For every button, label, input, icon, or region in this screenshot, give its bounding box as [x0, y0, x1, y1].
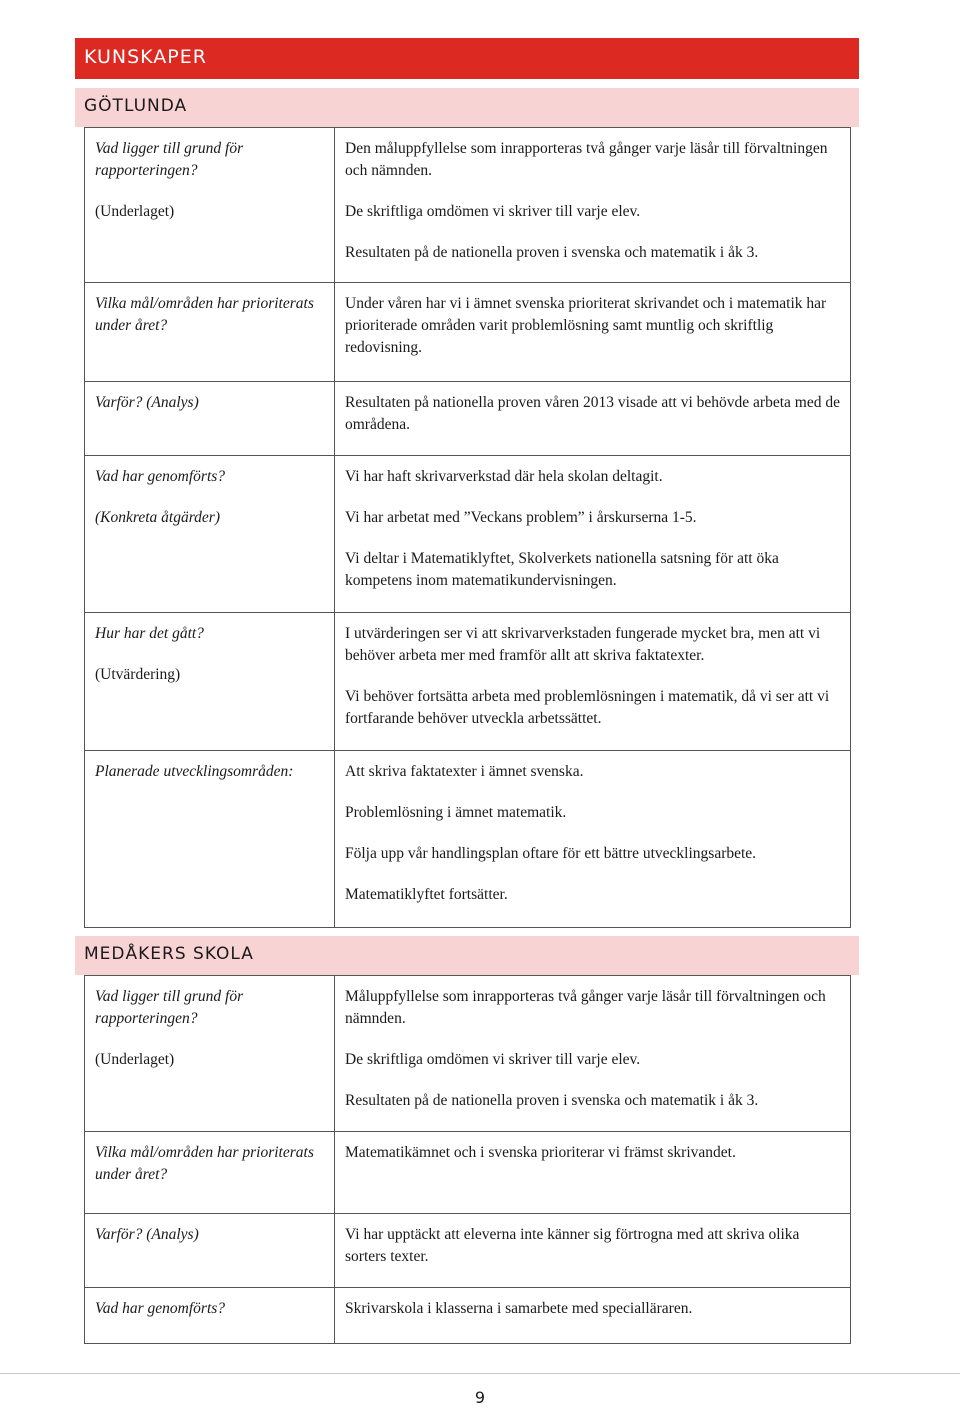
- question-text: Vad ligger till grund för rapporteringen?: [95, 140, 244, 179]
- question-text: Vilka mål/områden har prioriterats under året?: [95, 1144, 314, 1183]
- answer-cell: [335, 1132, 851, 1214]
- question-text: Varför? (Analys): [95, 394, 199, 411]
- question-text: Varför? (Analys): [95, 1226, 199, 1243]
- footer-divider: [0, 1373, 960, 1374]
- question-text: Vad har genomförts?: [95, 468, 226, 485]
- table-row: [85, 1214, 851, 1288]
- question-cell: [85, 613, 335, 751]
- table-row: [85, 128, 851, 283]
- question-subtext: (Konkreta åtgärder): [95, 509, 220, 526]
- answer-text: Vi deltar i Matematiklyftet, Skolverkets nationella satsning för att öka kompetens inom matematikundervisningen.: [345, 550, 779, 589]
- table-row: [85, 751, 851, 928]
- answer-cell: [335, 976, 851, 1132]
- answer-cell: [335, 613, 851, 751]
- answer-text: Problemlösning i ämnet matematik.: [345, 804, 567, 821]
- question-text: Hur har det gått?: [95, 625, 204, 642]
- table-row: [85, 456, 851, 613]
- answer-text: Vi har arbetat med ”Veckans problem” i årskurserna 1-5.: [345, 509, 697, 526]
- table-row: [85, 976, 851, 1132]
- answer-text: Matematiklyftet fortsätter.: [345, 886, 508, 903]
- question-subtext: (Underlaget): [95, 1051, 175, 1068]
- question-cell: [85, 751, 335, 928]
- table-row: [85, 1132, 851, 1214]
- section-title-kunskaper: KUNSKAPER: [75, 38, 859, 79]
- answer-text: Att skriva faktatexter i ämnet svenska.: [345, 763, 584, 780]
- page-number: 9: [474, 1388, 486, 1407]
- question-cell: [85, 1214, 335, 1288]
- answer-cell: [335, 128, 851, 283]
- question-text: Planerade utvecklingsområden:: [95, 763, 294, 780]
- table-row: [85, 283, 851, 382]
- answer-text: I utvärderingen ser vi att skrivarverkstaden fungerade mycket bra, men att vi behöver arbeta mer med framför allt att skriva faktatexter.: [345, 625, 821, 664]
- question-cell: [85, 382, 335, 456]
- answer-text: Den måluppfyllelse som inrapporteras två gånger varje läsår till förvaltningen och nämnden.: [345, 140, 828, 179]
- question-cell: [85, 1288, 335, 1344]
- answer-text: Vi har haft skrivarverkstad där hela skolan deltagit.: [345, 468, 663, 485]
- gotlunda-table: [84, 127, 851, 928]
- question-text: Vad har genomförts?: [95, 1300, 226, 1317]
- answer-text: Följa upp vår handlingsplan oftare för ett bättre utvecklingsarbete.: [345, 845, 757, 862]
- answer-text: Måluppfyllelse som inrapporteras två gånger varje läsår till förvaltningen och nämnden.: [345, 988, 826, 1027]
- table-row: [85, 382, 851, 456]
- question-subtext: (Utvärdering): [95, 666, 181, 683]
- school-heading-gotlunda: GÖTLUNDA: [75, 88, 859, 127]
- answer-text: Vi har upptäckt att eleverna inte känner sig förtrogna med att skriva olika sorters texter.: [345, 1226, 800, 1265]
- answer-cell: [335, 1288, 851, 1344]
- question-text: Vad ligger till grund för rapporteringen?: [95, 988, 244, 1027]
- answer-cell: [335, 751, 851, 928]
- answer-text: De skriftliga omdömen vi skriver till varje elev.: [345, 1051, 641, 1068]
- question-cell: [85, 283, 335, 382]
- question-subtext: (Underlaget): [95, 203, 175, 220]
- question-cell: [85, 976, 335, 1132]
- answer-text: Vi behöver fortsätta arbeta med problemlösningen i matematik, då vi ser att vi fortfarande behöver utveckla arbetssättet.: [345, 688, 830, 727]
- answer-text: Resultaten på de nationella proven i svenska och matematik i åk 3.: [345, 1092, 759, 1109]
- answer-text: Skrivarskola i klasserna i samarbete med specialläraren.: [345, 1300, 693, 1317]
- question-text: Vilka mål/områden har prioriterats under året?: [95, 295, 314, 334]
- question-cell: [85, 1132, 335, 1214]
- question-cell: [85, 128, 335, 283]
- answer-cell: [335, 382, 851, 456]
- answer-text: Under våren har vi i ämnet svenska prioriterat skrivandet och i matematik har prioriterade områden varit problemlösning samt muntlig och skriftlig redovisning.: [345, 295, 827, 356]
- answer-text: Resultaten på de nationella proven i svenska och matematik i åk 3.: [345, 244, 759, 261]
- answer-text: Resultaten på nationella proven våren 2013 visade att vi behövde arbeta med de områdena.: [345, 394, 840, 433]
- answer-text: De skriftliga omdömen vi skriver till varje elev.: [345, 203, 641, 220]
- table-row: [85, 1288, 851, 1344]
- medakers-table: [84, 975, 851, 1344]
- answer-text: Matematikämnet och i svenska prioriterar vi främst skrivandet.: [345, 1144, 736, 1161]
- question-cell: [85, 456, 335, 613]
- table-row: [85, 613, 851, 751]
- answer-cell: [335, 1214, 851, 1288]
- answer-cell: [335, 283, 851, 382]
- school-heading-medakers: MEDÅKERS SKOLA: [75, 936, 859, 975]
- answer-cell: [335, 456, 851, 613]
